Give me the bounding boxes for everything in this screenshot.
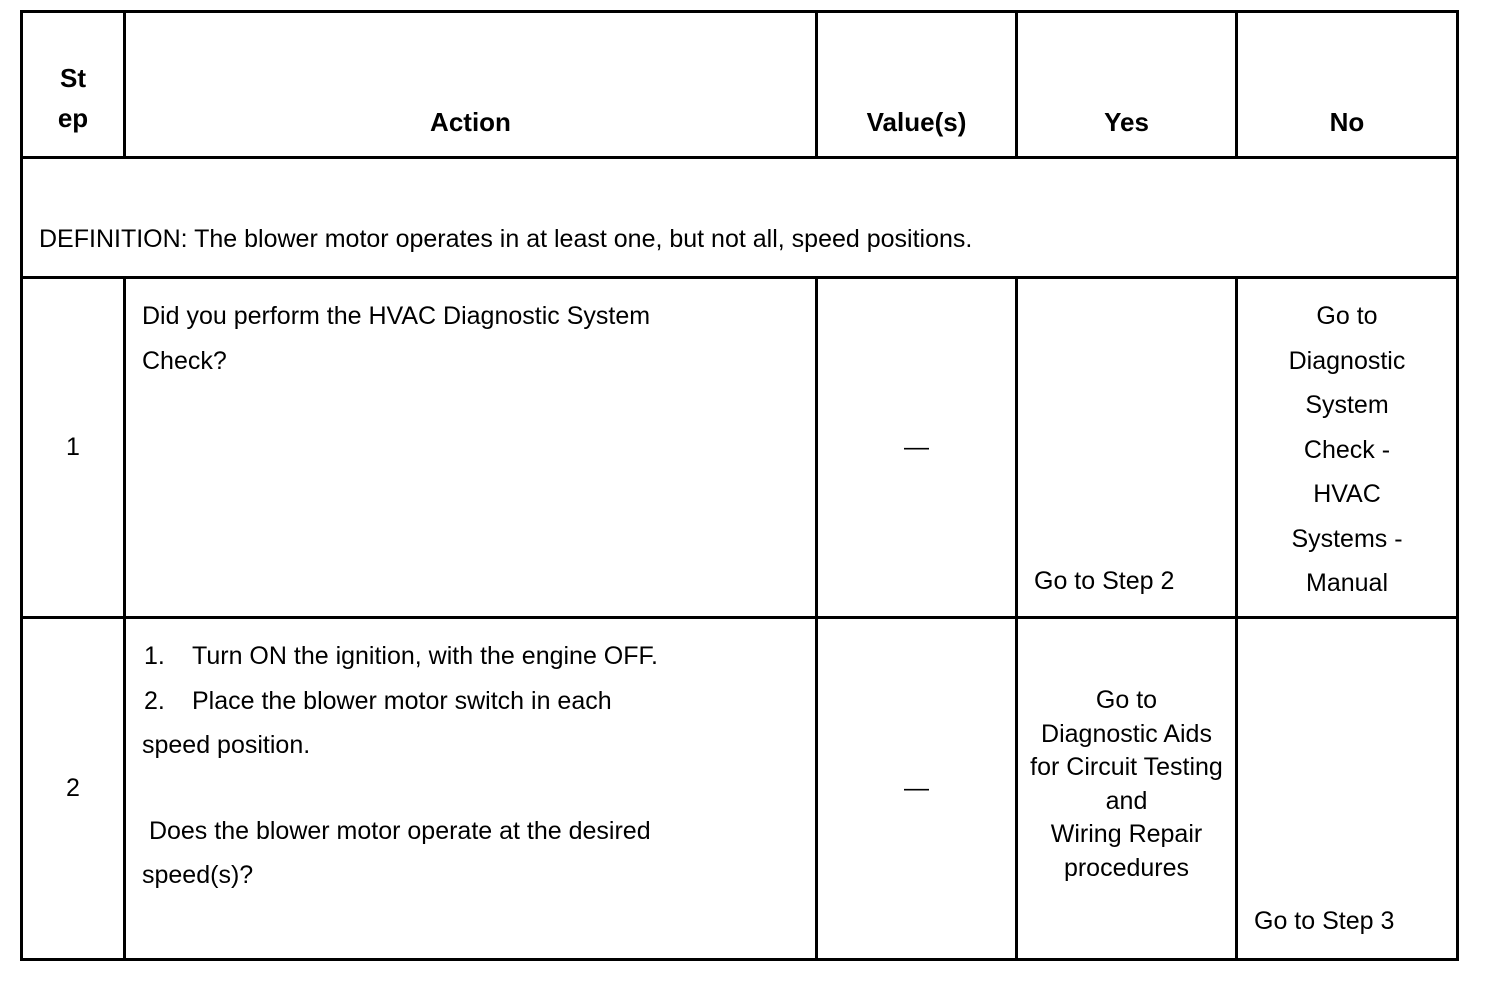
action-list bbox=[142, 634, 805, 723]
action-text: Check? bbox=[142, 346, 227, 375]
spacer bbox=[142, 768, 805, 809]
list-item-text: Turn ON the ignition, with the engine OFF. bbox=[192, 642, 658, 670]
yes-text: Wiring Repair bbox=[1050, 820, 1203, 848]
header-no: No bbox=[1237, 12, 1458, 158]
no-text: Go to bbox=[1316, 302, 1378, 330]
header-values: Value(s) bbox=[817, 12, 1017, 158]
diagnostic-table bbox=[20, 10, 1459, 961]
header-row bbox=[22, 12, 1458, 158]
definition-row bbox=[22, 158, 1458, 278]
yes-cell bbox=[1017, 618, 1237, 960]
yes-text: for Circuit Testing bbox=[1030, 753, 1223, 781]
definition-text: DEFINITION: The blower motor operates in at least one, but not all, speed positions. bbox=[22, 158, 1458, 278]
action-text: Did you perform the HVAC Diagnostic System bbox=[142, 302, 651, 330]
question-text: speed(s)? bbox=[142, 861, 254, 889]
action-cell bbox=[125, 618, 817, 960]
question-text: Does the blower motor operate at the desired bbox=[142, 816, 651, 845]
no-text: System bbox=[1305, 391, 1389, 419]
yes-text: and bbox=[1105, 786, 1148, 815]
value-cell: — bbox=[817, 618, 1017, 960]
no-text: Diagnostic bbox=[1288, 346, 1406, 375]
header-step bbox=[22, 12, 125, 158]
header-action: Action bbox=[125, 12, 817, 158]
action-text: speed position. bbox=[142, 731, 311, 759]
header-step-line1: St bbox=[60, 63, 86, 93]
no-cell: Go to Step 3 bbox=[1237, 618, 1458, 960]
header-step-line2: ep bbox=[57, 103, 89, 133]
yes-text: Diagnostic Aids bbox=[1041, 719, 1212, 748]
table-row bbox=[22, 618, 1458, 960]
list-item-text: Place the blower motor switch in each bbox=[192, 686, 612, 715]
list-item bbox=[142, 679, 805, 724]
no-text: HVAC bbox=[1313, 480, 1381, 508]
yes-text: Go to bbox=[1095, 686, 1158, 714]
yes-text: procedures bbox=[1063, 853, 1190, 882]
list-item-number: 1. bbox=[144, 642, 165, 670]
step-number: 1 bbox=[22, 278, 125, 618]
step-number: 2 bbox=[22, 618, 125, 960]
list-item bbox=[142, 634, 805, 679]
no-text: Manual bbox=[1306, 569, 1388, 597]
table-row bbox=[22, 278, 1458, 618]
value-cell: — bbox=[817, 278, 1017, 618]
no-cell bbox=[1237, 278, 1458, 618]
list-item-number: 2. bbox=[144, 686, 165, 715]
yes-cell: Go to Step 2 bbox=[1017, 278, 1237, 618]
header-yes: Yes bbox=[1017, 12, 1237, 158]
no-text: Check - bbox=[1303, 435, 1391, 464]
no-text: Systems - bbox=[1291, 524, 1403, 553]
action-cell bbox=[125, 278, 817, 618]
